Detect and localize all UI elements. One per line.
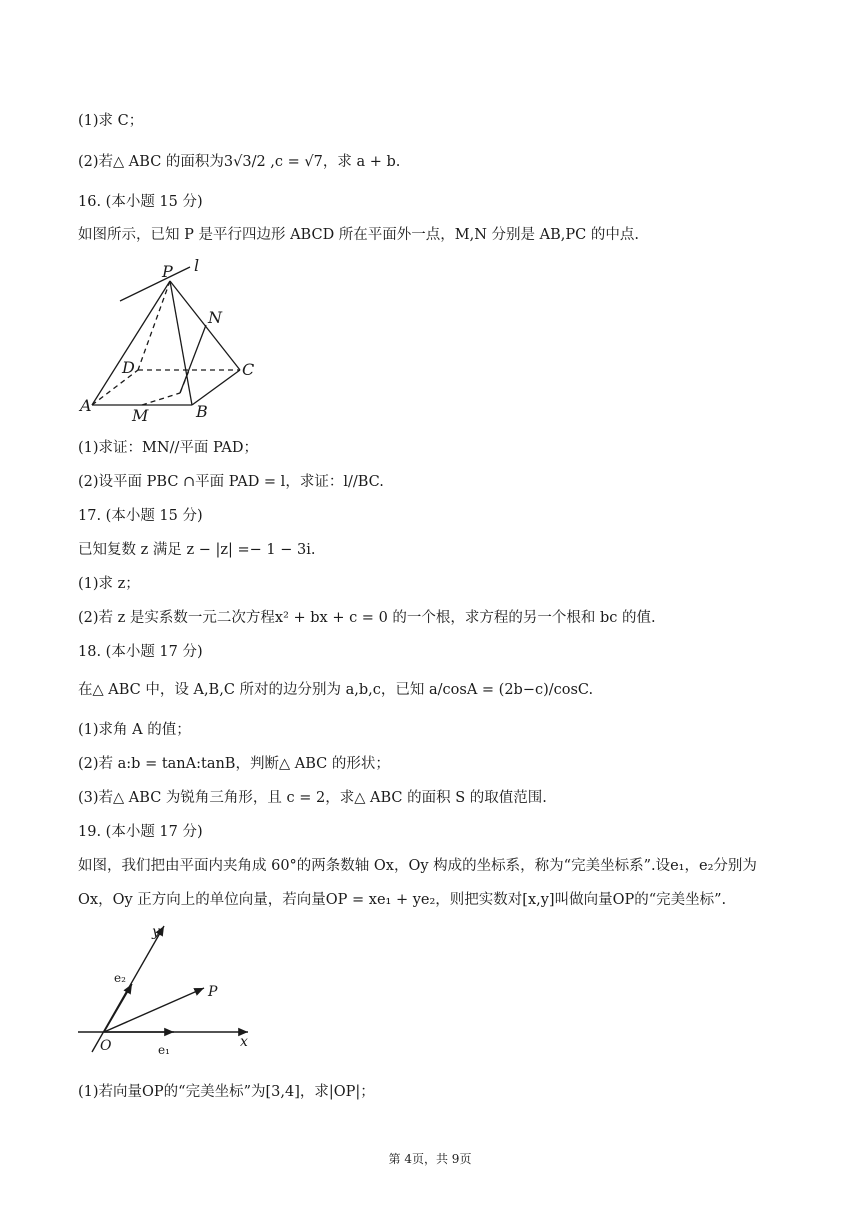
label-D: D (122, 358, 135, 377)
label-M: M (132, 406, 149, 425)
q18-part3: (3)若△ ABC 为锐角三角形，且 c = 2，求△ ABC 的面积 S 的取值范围. (78, 790, 547, 806)
line-l (120, 267, 190, 301)
q19-part1: (1)若向量OP的“完美坐标”为[3,4]，求|OP|； (78, 1084, 375, 1100)
q18-statement: 在△ ABC 中，设 A,B,C 所对的边分别为 a,b,c，已知 a/cosA = (2b−c)/cosC. (78, 682, 594, 698)
segment-MN-base (142, 393, 180, 405)
label-C: C (242, 360, 255, 379)
segment-MN-lower (180, 368, 190, 393)
label-P2: P (208, 984, 218, 1000)
q19-statement-2: Ox，Oy 正方向上的单位向量，若向量OP = xe₁ + ye₂，则把实数对[x,y]叫做向量OP的“完美坐标”. (78, 892, 727, 908)
label-y: y (152, 924, 160, 940)
label-e2: e₂ (114, 971, 126, 985)
label-e1: e₁ (158, 1043, 170, 1057)
edge-PB (170, 281, 192, 405)
label-l: l (194, 256, 200, 275)
edge-PA (92, 281, 170, 405)
q16-part1: (1)求证：MN//平面 PAD； (78, 440, 258, 456)
vector-OP (104, 988, 204, 1032)
q16-statement: 如图所示，已知 P 是平行四边形 ABCD 所在平面外一点，M,N 分别是 AB,PC 的中点. (78, 227, 639, 243)
q17-statement: 已知复数 z 满足 z − |z| =− 1 − 3i. (78, 542, 316, 558)
edge-PD (138, 281, 170, 370)
vector-e2 (104, 984, 132, 1032)
q17-heading: 17. (本小题 15 分) (78, 508, 203, 524)
coordinate-figure (78, 920, 268, 1065)
q16-part2: (2)设平面 PBC ∩平面 PAD = l，求证：l//BC. (78, 474, 384, 490)
q18-heading: 18. (本小题 17 分) (78, 644, 203, 660)
q19-heading: 19. (本小题 17 分) (78, 824, 203, 840)
page-footer: 第 4页，共 9页 (388, 1152, 472, 1166)
q18-part1: (1)求角 A 的值； (78, 722, 191, 738)
pyramid-figure (78, 255, 268, 425)
q19-statement-1: 如图，我们把由平面内夹角成 60°的两条数轴 Ox，Oy 构成的坐标系，称为“完美坐标系”.设e₁，e₂分别为 (78, 858, 757, 874)
y-axis (92, 926, 164, 1052)
q17-part1: (1)求 z； (78, 576, 140, 592)
edge-BC (192, 370, 240, 405)
label-N: N (208, 308, 222, 327)
label-A: A (80, 396, 92, 415)
q18-part2: (2)若 a:b = tanA:tanB，判断△ ABC 的形状； (78, 756, 390, 772)
edge-PC (170, 281, 240, 370)
label-O: O (100, 1038, 112, 1054)
q16-heading: 16. (本小题 15 分) (78, 194, 203, 210)
label-x: x (240, 1034, 248, 1050)
q17-part2: (2)若 z 是实系数一元二次方程x² + bx + c = 0 的一个根，求方程的另一个根和 bc 的值. (78, 610, 656, 626)
q15-part2: (2)若△ ABC 的面积为3√3/2 ,c = √7，求 a + b. (78, 154, 401, 170)
label-P: P (162, 262, 173, 281)
q15-part1: (1)求 C； (78, 113, 144, 129)
label-B: B (196, 402, 208, 421)
